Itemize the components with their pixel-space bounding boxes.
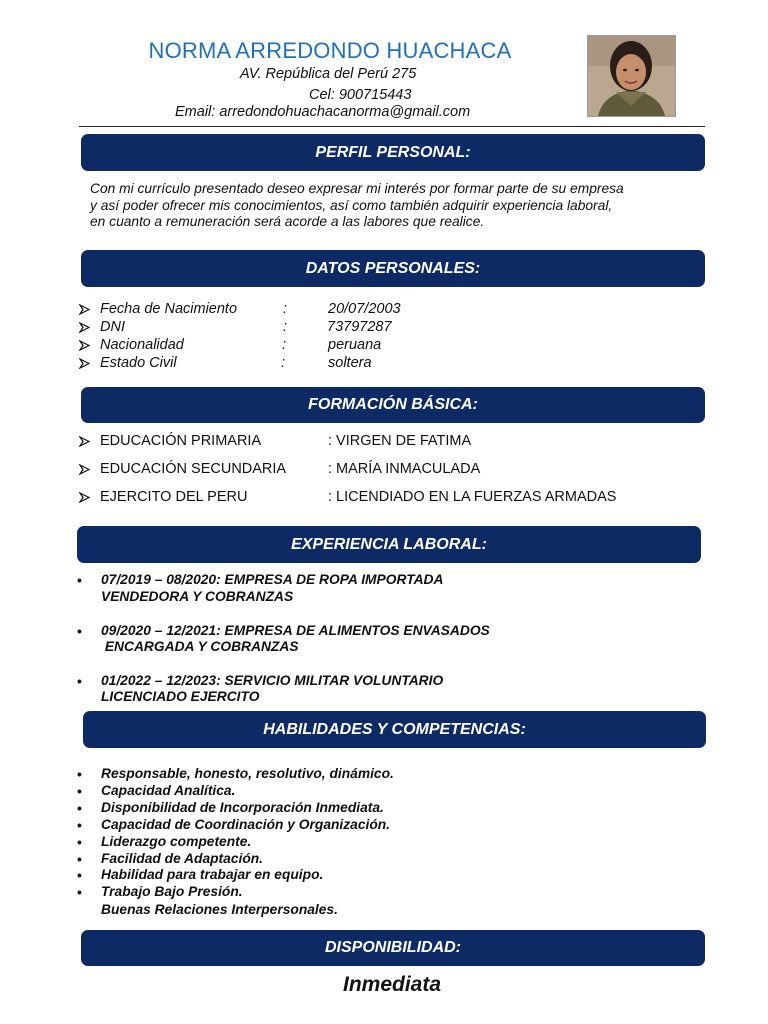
data-label: Estado Civil [100,355,177,371]
experience-role: LICENCIADO EJERCITO [101,689,260,704]
profile-paragraph [90,181,693,231]
arrow-bullet-icon [79,358,90,369]
bullet-icon: • [77,884,82,900]
data-separator: : [283,319,288,335]
profile-line: Con mi currículo presentado deseo expresar mi interés por formar parte de su empresa [90,181,624,196]
address: AV. República del Perú 275 [240,66,417,82]
bullet-icon: • [77,851,82,867]
skill-item: Capacidad Analítica. [101,783,236,798]
bullet-icon: • [77,572,82,588]
bullet-icon: • [77,867,82,883]
section-title: FORMACIÓN BÁSICA: [308,396,478,413]
bullet-icon: • [77,673,82,689]
section-title: DATOS PERSONALES: [305,259,481,277]
header-divider [79,126,705,127]
section-header-formacion [81,387,705,423]
bullet-icon: • [77,783,82,799]
education-value: : MARÍA INMACULADA [328,461,481,477]
data-separator: : [283,301,288,317]
experience-line: 07/2019 – 08/2020: EMPRESA DE ROPA IMPORTADA [101,572,444,587]
bullet-icon: • [77,766,82,782]
email: Email: arredondohuachacanorma@gmail.com [175,104,471,120]
skill-item: Disponibilidad de Incorporación Inmediata. [101,800,384,815]
profile-photo [587,35,676,117]
arrow-bullet-icon [79,340,90,351]
data-separator: : [282,337,287,353]
section-header-habilidades [83,711,706,748]
profile-line: en cuanto a remuneración será acorde a las labores que realice. [90,214,485,229]
availability-value: Inmediata [342,973,442,996]
data-label: Fecha de Nacimiento [100,301,238,317]
section-title: HABILIDADES Y COMPETENCIAS: [263,720,526,738]
section-title: EXPERIENCIA LABORAL: [291,535,487,553]
bullet-icon: • [77,834,82,850]
data-label: Nacionalidad [100,337,184,353]
bullet-icon: • [77,800,82,816]
phone: Cel: 900715443 [309,87,412,103]
section-header-datos [81,250,705,287]
section-title: DISPONIBILIDAD: [325,939,461,956]
experience-line: 01/2022 – 12/2023: SERVICIO MILITAR VOLUNTARIO [101,673,444,688]
section-header-perfil [81,134,705,171]
skill-item: Buenas Relaciones Interpersonales. [101,902,338,917]
arrow-bullet-icon [79,464,90,475]
section-header-experiencia [77,526,701,563]
arrow-bullet-icon [79,322,90,333]
candidate-name: NORMA ARREDONDO HUACHACA [148,38,512,63]
education-label: EJERCITO DEL PERU [100,489,248,505]
data-separator: : [281,355,286,371]
data-value: 73797287 [327,319,392,335]
data-value: 20/07/2003 [328,301,401,317]
bullet-icon: • [77,623,82,639]
data-value: peruana [328,337,382,353]
arrow-bullet-icon [79,492,90,503]
skill-item: Trabajo Bajo Presión. [101,884,243,899]
education-value: : LICENDIADO EN LA FUERZAS ARMADAS [328,489,617,505]
education-value: : VIRGEN DE FATIMA [328,433,472,449]
bullet-icon: • [77,817,82,833]
experience-role: ENCARGADA Y COBRANZAS [101,639,299,654]
profile-line: y así poder ofrecer mis conocimientos, así como también adquirir experiencia laboral, [90,197,613,213]
section-header-disponibilidad [81,930,705,966]
skill-item: Liderazgo competente. [101,834,252,849]
section-title: PERFIL PERSONAL: [315,143,471,161]
education-label: EDUCACIÓN SECUNDARIA [100,461,287,477]
skill-item: Responsable, honesto, resolutivo, dinámico. [101,766,394,781]
arrow-bullet-icon [79,436,90,447]
skill-item: Habilidad para trabajar en equipo. [101,867,324,882]
education-label: EDUCACIÓN PRIMARIA [100,433,262,449]
arrow-bullet-icon [79,304,90,315]
skill-item: Capacidad de Coordinación y Organización. [101,817,391,832]
experience-role: VENDEDORA Y COBRANZAS [101,589,294,604]
data-value: soltera [328,355,372,371]
experience-line: 09/2020 – 12/2021: EMPRESA DE ALIMENTOS ENVASADOS [101,623,490,638]
data-label: DNI [100,319,125,335]
skill-item: Facilidad de Adaptación. [101,851,264,866]
